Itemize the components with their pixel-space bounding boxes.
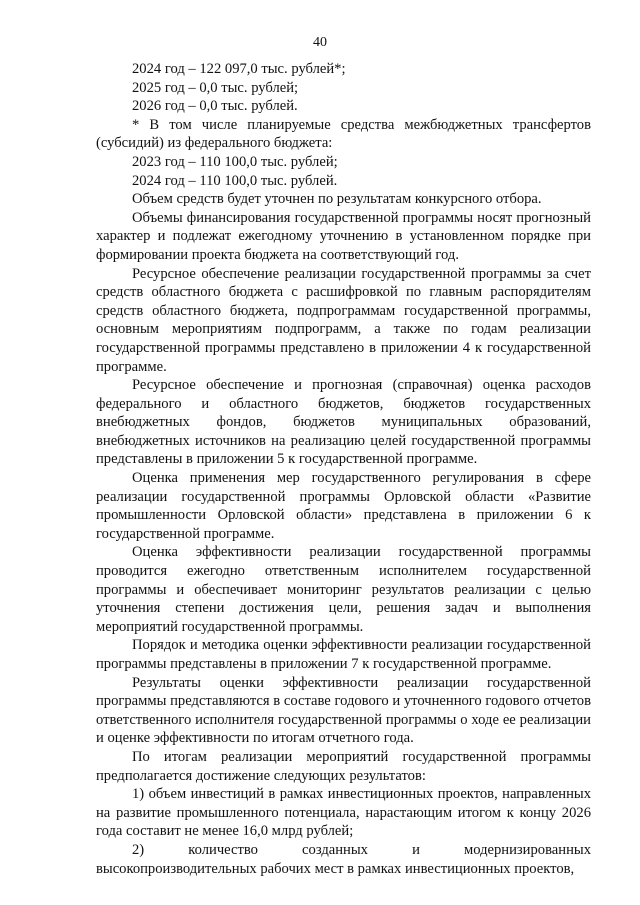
budget-line-2024: 2024 год – 122 097,0 тыс. рублей*; — [132, 61, 346, 77]
page-body — [96, 60, 591, 878]
page-number: 40 — [313, 35, 327, 50]
evaluation-results-paragraph: Результаты оценки эффективности реализации государственной программы представляются в составе годового и уточненного годового отчетов ответственного исполнителя государственной программы о ходе ее реализации и оценке эффективности по итогам отчетного года. — [96, 674, 591, 747]
efficiency-evaluation-paragraph: Оценка эффективности реализации государственной программы проводится ежегодно ответственным исполнителем государственной программы и обеспечивает мониторинг результатов реализации с целью уточнения степени достижения цели, решения задач и выполнения мероприятий государственной программы. — [96, 544, 591, 635]
expected-results-intro: По итогам реализации мероприятий государственной программы предполагается достижение следующих результатов: — [96, 748, 591, 784]
transfer-line-2024: 2024 год – 110 100,0 тыс. рублей. — [132, 172, 338, 189]
methodology-paragraph: Порядок и методика оценки эффективности реализации государственной программы представлены в приложении 7 к государственной программе. — [96, 637, 591, 672]
resource-forecast-paragraph: Ресурсное обеспечение и прогнозная (справочная) оценка расходов федерального и областного бюджетов, бюджетов государственных внебюджетных фондов, бюджетов муниципальных образований, внебюджетных источников на реализацию целей государственной программы представлены в приложении 5 к государственной программе. — [96, 377, 591, 468]
transfer-line-2023: 2023 год – 110 100,0 тыс. рублей; — [132, 153, 338, 170]
result-item-2: 2) количество созданных и модернизированных высокопроизводительных рабочих мест в рамках инвестиционных проектов, — [96, 841, 591, 877]
footnote-transfers: * В том числе планируемые средства межбюджетных трансфертов (субсидий) из федерального бюджета: — [96, 116, 591, 152]
resource-support-paragraph: Ресурсное обеспечение реализации государственной программы за счет средств областного бюджета с расшифровкой по главным распорядителям средств областного бюджета, подпрограммам государственной программы, основным мероприятиям подпрограмм, а также по годам реализации государственной программы представлено в приложении 4 к государственной программе. — [96, 265, 591, 375]
regulation-measures-paragraph: Оценка применения мер государственного регулирования в сфере реализации государственной программы Орловской области «Развитие промышленности Орловской области» представлена в приложении 6 к государственной программе. — [96, 470, 591, 542]
budget-line-2025: 2025 год – 0,0 тыс. рублей; — [132, 79, 299, 96]
result-item-1: 1) объем инвестиций в рамках инвестиционных проектов, направленных на развитие промышленного потенциала, нарастающим итогом к концу 2026 года составит не менее 16,0 млрд рублей; — [96, 786, 591, 840]
budget-line-2026: 2026 год – 0,0 тыс. рублей. — [132, 98, 298, 115]
financing-volumes-paragraph: Объемы финансирования государственной программы носят прогнозный характер и подлежат ежегодному уточнению в установленном порядке при формировании проекта бюджета на соответствующий год. — [96, 209, 591, 263]
funds-clarification-paragraph: Объем средств будет уточнен по результатам конкурсного отбора. — [132, 191, 542, 208]
